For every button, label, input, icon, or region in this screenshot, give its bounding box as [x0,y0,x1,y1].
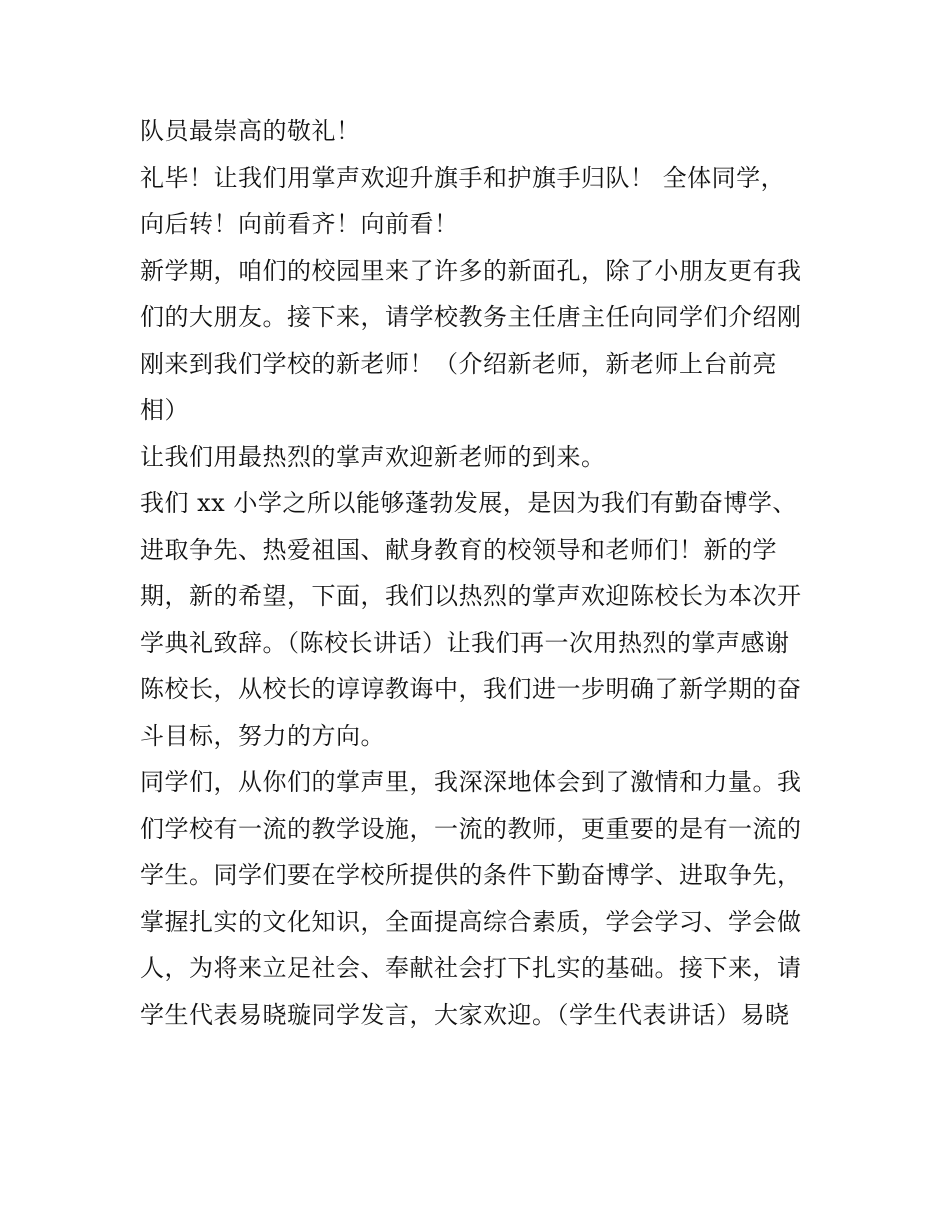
text-line: 学生代表易晓璇同学发言，大家欢迎。（学生代表讲话）易晓 [140,1000,790,1029]
text-line: 们的大朋友。接下来，请学校教务主任唐主任向同学们介绍刚 [140,303,802,331]
text-line: 掌握扎实的文化知识，全面提高综合素质，学会学习、学会做 [140,907,802,936]
text-line: 我们 xx 小学之所以能够蓬勃发展，是因为我们有勤奋博学、 [140,489,797,517]
text-line: 礼毕！让我们用掌声欢迎升旗手和护旗手归队！ 全体同学， [140,163,786,192]
text-line: 进取争先、热爱祖国、献身教育的校领导和老师们！新的学 [140,535,777,564]
text-line: 人，为将来立足社会、奉献社会打下扎实的基础。接下来，请 [140,954,802,982]
text-line: 斗目标，努力的方向。 [140,721,385,750]
text-line: 让我们用最热烈的掌声欢迎新老师的到来。 [140,442,606,471]
text-line: 期，新的希望，下面，我们以热烈的掌声欢迎陈校长为本次开 [140,582,802,610]
text-line: 学典礼致辞。（陈校长讲话）让我们再一次用热烈的掌声感谢 [140,628,790,657]
text-line: 相） [140,396,189,424]
text-line: 向后转！向前看齐！向前看！ [140,210,459,238]
text-line: 们学校有一流的教学设施，一流的教师，更重要的是有一流的 [140,814,802,843]
text-line: 刚来到我们学校的新老师！（介绍新老师，新老师上台前亮 [140,349,777,378]
text-line: 同学们，从你们的掌声里，我深深地体会到了激情和力量。我 [140,768,802,796]
document-body [140,108,820,1038]
text-line: 陈校长，从校长的谆谆教诲中，我们进一步明确了新学期的奋 [140,675,802,703]
text-line: 队员最崇高的敬礼！ [140,117,361,145]
text-line: 新学期，咱们的校园里来了许多的新面孔，除了小朋友更有我 [140,256,802,285]
text-line: 学生。同学们要在学校所提供的条件下勤奋博学、进取争先， [140,861,802,889]
